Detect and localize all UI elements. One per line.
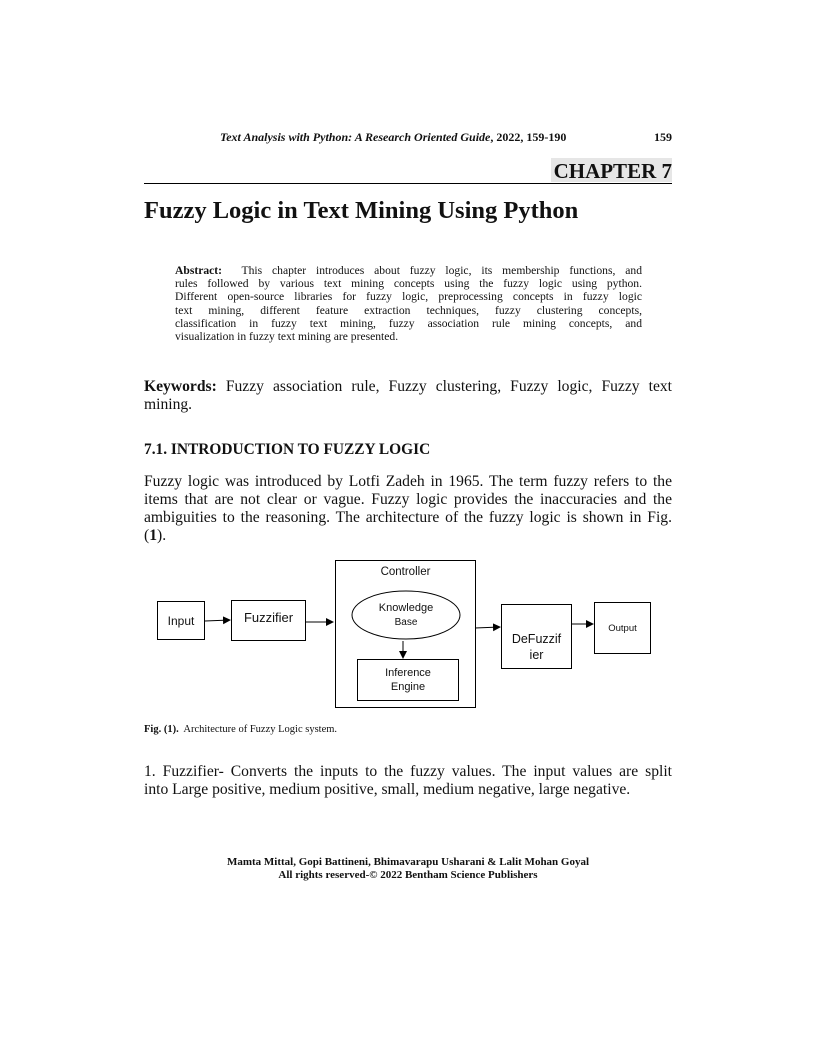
footer (144, 856, 672, 882)
abstract-line: text mining, different feature extraction techniques, fuzzy clustering concepts, (175, 303, 642, 317)
footer-rights: All rights reserved-© 2022 Bentham Science Publishers (278, 869, 538, 881)
caption-text: Architecture of Fuzzy Logic system. (183, 724, 338, 735)
ie-line: Engine (390, 681, 426, 693)
list-item-line: into Large positive, medium positive, small, medium negative, large negative. (144, 781, 631, 798)
df-line: DeFuzzif (511, 631, 562, 646)
keywords-label: Keywords: (144, 378, 217, 395)
list-item (144, 763, 672, 799)
section-heading: 7.1. INTRODUCTION TO FUZZY LOGIC (144, 441, 431, 458)
list-item-line: 1. Fuzzifier- Converts the inputs to the fuzzy values. The input values are split (144, 763, 672, 780)
figure-caption (144, 724, 337, 735)
paragraph-line: ambiguities to the reasoning. The architecture of the fuzzy logic is shown in Fig. (144, 509, 672, 526)
kb-line: Base (394, 617, 418, 628)
chapter-label: CHAPTER 7 (551, 158, 672, 182)
keywords-text: Fuzzy association rule, Fuzzy clustering, Fuzzy logic, Fuzzy text (225, 378, 672, 395)
abstract-text: This chapter introduces about fuzzy logic, its membership functions, and (241, 264, 642, 277)
controller-label: Controller (380, 566, 431, 578)
abstract-label: Abstract: (175, 264, 223, 277)
book-info: , 2022, 159-190 (490, 130, 567, 144)
figure-ref-link[interactable]: 1 (149, 527, 157, 544)
paragraph-line: items that are not clear or vague. Fuzzy logic provides the inaccuracies and the (144, 491, 672, 508)
fuzzifier-block: Fuzzifier (231, 600, 306, 641)
abstract-line: Different open-source libraries for fuzzy logic, preprocessing concepts in fuzzy logic (175, 290, 642, 304)
df-line: ier (529, 647, 544, 662)
output-block: Output (594, 602, 651, 654)
abstract-line: classification in fuzzy text mining, fuzzy association rule mining concepts, and (175, 316, 642, 330)
paragraph-line: Fuzzy logic was introduced by Lotfi Zadeh in 1965. The term fuzzy refers to the (144, 473, 672, 490)
caption-label: Fig. (1). (144, 724, 179, 735)
book-title: Text Analysis with Python: A Research Oriented Guide (220, 130, 491, 144)
arrow-controller-defuzzifier (475, 627, 500, 628)
abstract-line: visualization in fuzzy text mining are presented. (175, 330, 399, 344)
paren: ( (144, 527, 150, 544)
input-block: Input (157, 601, 205, 640)
page-number: 159 (654, 130, 672, 144)
arrow-input-fuzzifier (205, 620, 230, 621)
page-title: Fuzzy Logic in Text Mining Using Python (144, 197, 579, 224)
keywords-line: mining. (144, 396, 193, 413)
paren: ). (157, 527, 167, 544)
inference-engine-block (357, 659, 459, 701)
footer-authors: Mamta Mittal, Gopi Battineni, Bhimavarapu Usharani & Lalit Mohan Goyal (226, 856, 590, 868)
abstract-line: rules followed by various text mining concepts using the fuzzy logic using python. (175, 277, 642, 291)
ie-line: Inference (385, 667, 431, 679)
knowledge-base-label (352, 601, 460, 630)
kb-line: Knowledge (378, 602, 434, 614)
defuzzifier-block (501, 604, 572, 669)
